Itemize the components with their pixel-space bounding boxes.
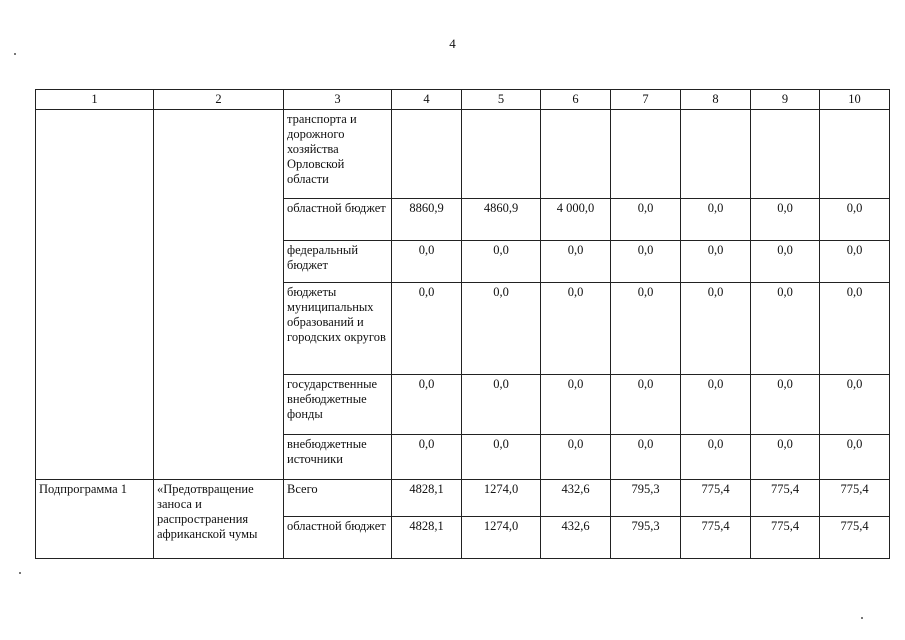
value-cell: 0,0 [541, 435, 611, 480]
value-cell: 0,0 [392, 241, 462, 283]
value-cell: 0,0 [751, 241, 820, 283]
value-cell: 775,4 [681, 480, 751, 517]
value-cell: 0,0 [820, 283, 890, 375]
value-cell: 8860,9 [392, 199, 462, 241]
value-cell: 0,0 [681, 435, 751, 480]
header-cell: 7 [611, 90, 681, 110]
value-cell: 432,6 [541, 480, 611, 517]
value-cell [820, 110, 890, 199]
scan-speck [14, 53, 16, 55]
value-cell: 0,0 [611, 283, 681, 375]
value-cell: 4860,9 [462, 199, 541, 241]
header-cell: 9 [751, 90, 820, 110]
value-cell: 1274,0 [462, 480, 541, 517]
value-cell: 0,0 [681, 283, 751, 375]
value-cell: 775,4 [820, 480, 890, 517]
header-cell: 1 [36, 90, 154, 110]
page-number: 4 [449, 36, 456, 51]
value-cell: 0,0 [681, 241, 751, 283]
value-cell: 4828,1 [392, 480, 462, 517]
value-cell: 0,0 [541, 375, 611, 435]
value-cell: 0,0 [392, 435, 462, 480]
value-cell: 4828,1 [392, 517, 462, 559]
header-cell: 6 [541, 90, 611, 110]
value-cell: 0,0 [462, 375, 541, 435]
value-cell: 432,6 [541, 517, 611, 559]
source-cell: федеральный бюджет [284, 241, 392, 283]
source-cell: областной бюджет [284, 199, 392, 241]
source-cell: областной бюджет [284, 517, 392, 559]
value-cell: 775,4 [751, 480, 820, 517]
header-cell: 2 [154, 90, 284, 110]
source-cell: Всего [284, 480, 392, 517]
value-cell: 0,0 [541, 241, 611, 283]
value-cell: 0,0 [392, 283, 462, 375]
value-cell: 0,0 [611, 375, 681, 435]
value-cell: 0,0 [681, 375, 751, 435]
value-cell: 0,0 [820, 199, 890, 241]
value-cell: 0,0 [751, 283, 820, 375]
source-cell: транспорта и дорожного хозяйства Орловской области [284, 110, 392, 199]
source-cell: государственные внебюджетные фонды [284, 375, 392, 435]
value-cell: 0,0 [611, 435, 681, 480]
value-cell: 0,0 [820, 435, 890, 480]
value-cell [751, 110, 820, 199]
value-cell: 795,3 [611, 480, 681, 517]
value-cell: 775,4 [751, 517, 820, 559]
scan-speck [861, 617, 863, 619]
value-cell [462, 110, 541, 199]
value-cell: 0,0 [751, 199, 820, 241]
value-cell: 0,0 [462, 435, 541, 480]
header-cell: 8 [681, 90, 751, 110]
value-cell: 0,0 [751, 435, 820, 480]
value-cell: 0,0 [462, 283, 541, 375]
value-cell: 0,0 [541, 283, 611, 375]
value-cell: 0,0 [611, 199, 681, 241]
value-cell: 775,4 [820, 517, 890, 559]
value-cell: 775,4 [681, 517, 751, 559]
scan-speck [19, 572, 21, 574]
value-cell [541, 110, 611, 199]
subprogram-name-cell: «Предотвращение заноса и распространения африканской чумы [154, 480, 284, 559]
value-cell: 0,0 [820, 375, 890, 435]
table-row [36, 110, 890, 199]
table-header-row [36, 90, 890, 110]
value-cell: 1274,0 [462, 517, 541, 559]
header-cell: 5 [462, 90, 541, 110]
program-name-cell [154, 110, 284, 480]
value-cell [681, 110, 751, 199]
value-cell: 0,0 [392, 375, 462, 435]
value-cell: 0,0 [611, 241, 681, 283]
source-cell: бюджеты муниципальных образований и городских округов [284, 283, 392, 375]
header-cell: 4 [392, 90, 462, 110]
subprogram-cell: Подпрограмма 1 [36, 480, 154, 559]
value-cell [392, 110, 462, 199]
value-cell: 0,0 [681, 199, 751, 241]
header-cell: 3 [284, 90, 392, 110]
value-cell [611, 110, 681, 199]
budget-table [35, 89, 890, 559]
value-cell: 4 000,0 [541, 199, 611, 241]
value-cell: 795,3 [611, 517, 681, 559]
value-cell: 0,0 [751, 375, 820, 435]
source-cell: внебюджетные источники [284, 435, 392, 480]
program-cell [36, 110, 154, 480]
value-cell: 0,0 [820, 241, 890, 283]
value-cell: 0,0 [462, 241, 541, 283]
table-row [36, 480, 890, 517]
header-cell: 10 [820, 90, 890, 110]
